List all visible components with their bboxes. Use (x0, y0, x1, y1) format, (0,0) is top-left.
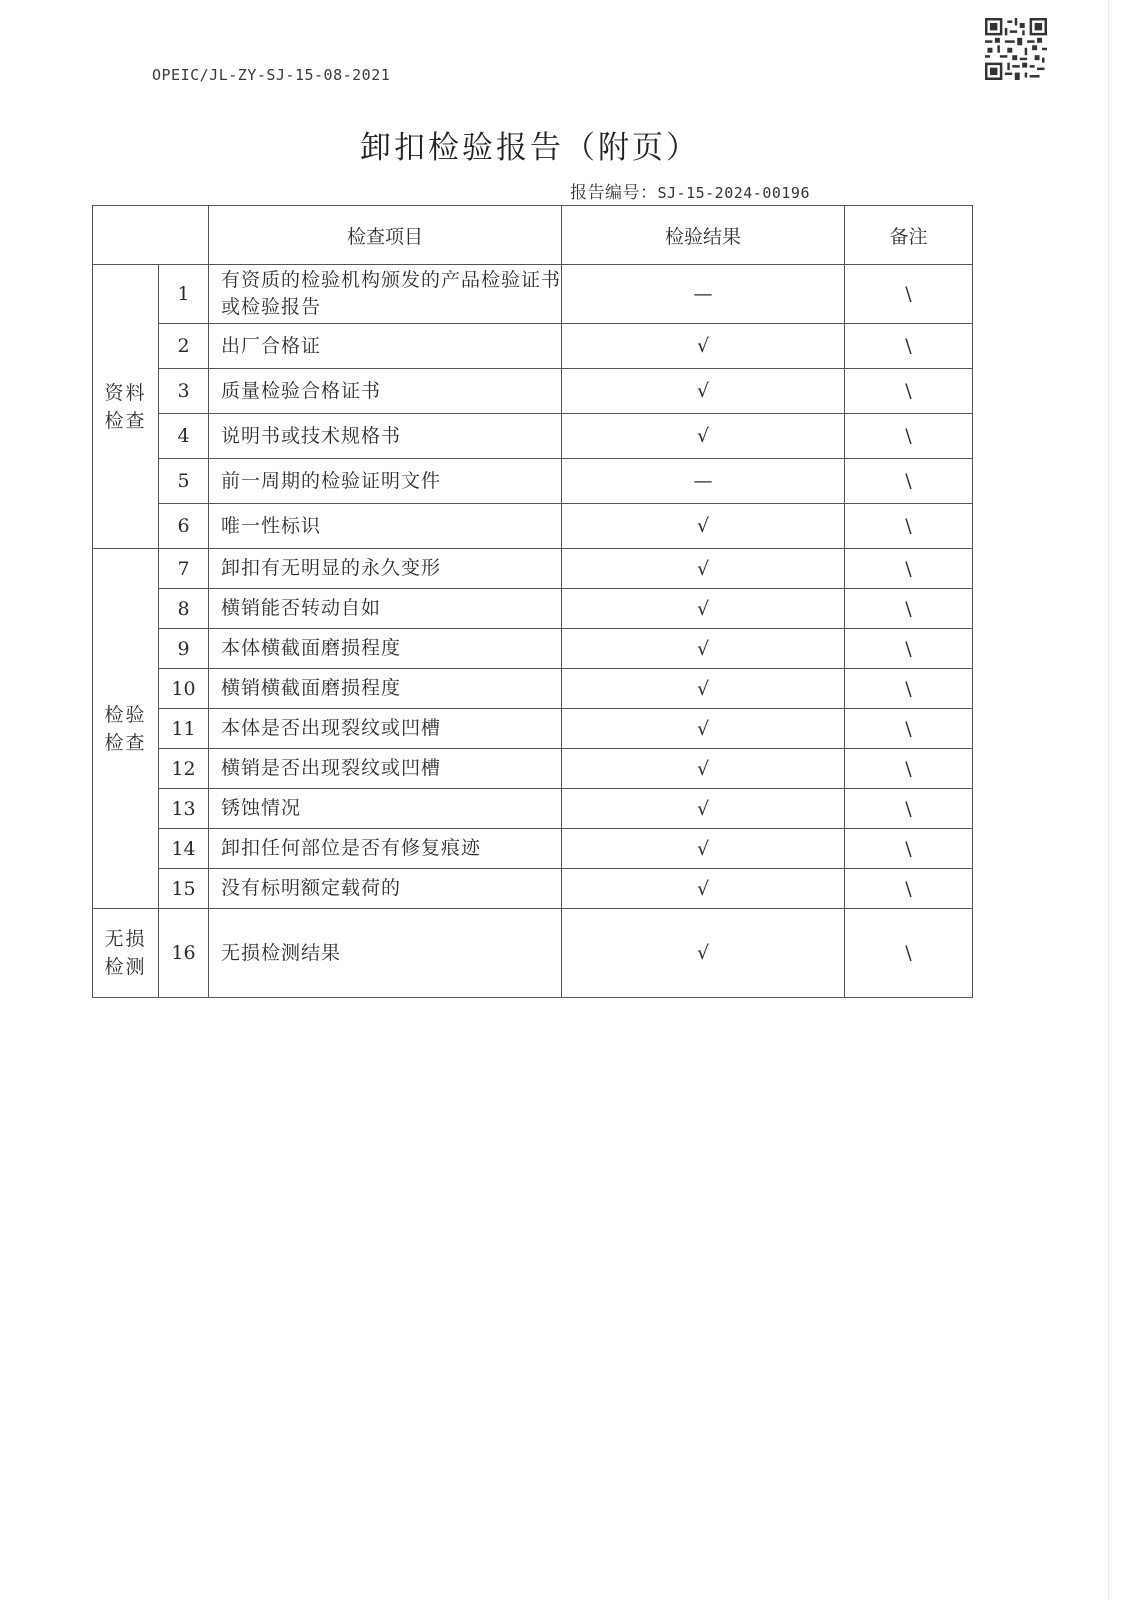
row-number: 8 (159, 589, 209, 629)
table-row (93, 265, 973, 324)
check-note: \ (845, 459, 973, 504)
row-number: 16 (159, 909, 209, 998)
table-row (93, 869, 973, 909)
check-result: √ (562, 629, 845, 669)
table-row (93, 549, 973, 589)
check-note: \ (845, 829, 973, 869)
check-note: \ (845, 414, 973, 459)
table-row (93, 414, 973, 459)
page-title: 卸扣检验报告（附页） (360, 130, 700, 166)
header-note: 备注 (845, 206, 973, 265)
row-number: 12 (159, 749, 209, 789)
row-number: 4 (159, 414, 209, 459)
check-note: \ (845, 504, 973, 549)
check-result: √ (562, 669, 845, 709)
check-item: 质量检验合格证书 (209, 369, 562, 414)
table-row (93, 459, 973, 504)
check-item: 有资质的检验机构颁发的产品检验证书或检验报告 (209, 265, 562, 324)
check-note: \ (845, 589, 973, 629)
row-number: 1 (159, 265, 209, 324)
check-item: 没有标明额定载荷的 (209, 869, 562, 909)
row-number: 3 (159, 369, 209, 414)
check-item: 卸扣任何部位是否有修复痕迹 (209, 829, 562, 869)
group-label-inspection: 检验检查 (93, 549, 159, 909)
row-number: 11 (159, 709, 209, 749)
check-item: 说明书或技术规格书 (209, 414, 562, 459)
row-number: 13 (159, 789, 209, 829)
check-item: 无损检测结果 (209, 909, 562, 998)
row-number: 15 (159, 869, 209, 909)
check-result: √ (562, 369, 845, 414)
table-row (93, 909, 973, 998)
check-result: √ (562, 749, 845, 789)
check-note: \ (845, 549, 973, 589)
check-result: √ (562, 324, 845, 369)
check-item: 本体是否出现裂纹或凹槽 (209, 709, 562, 749)
report-number-label: 报告编号： (570, 183, 658, 203)
row-number: 2 (159, 324, 209, 369)
check-item: 横销横截面磨损程度 (209, 669, 562, 709)
row-number: 14 (159, 829, 209, 869)
check-note: \ (845, 909, 973, 998)
check-item: 唯一性标识 (209, 504, 562, 549)
row-number: 5 (159, 459, 209, 504)
row-number: 7 (159, 549, 209, 589)
table-row (93, 669, 973, 709)
qr-code-icon (985, 18, 1047, 80)
check-result: — (562, 265, 845, 324)
report-number-value: SJ-15-2024-00196 (657, 184, 810, 202)
check-result: √ (562, 589, 845, 629)
row-number: 9 (159, 629, 209, 669)
table-row (93, 369, 973, 414)
group-label-documents: 资料检查 (93, 265, 159, 549)
table-row (93, 789, 973, 829)
check-result: √ (562, 709, 845, 749)
check-note: \ (845, 669, 973, 709)
check-result: √ (562, 549, 845, 589)
check-result: √ (562, 414, 845, 459)
table-row (93, 504, 973, 549)
document-code: OPEIC/JL-ZY-SJ-15-08-2021 (152, 66, 391, 84)
row-number: 10 (159, 669, 209, 709)
check-note: \ (845, 265, 973, 324)
check-note: \ (845, 749, 973, 789)
check-note: \ (845, 869, 973, 909)
check-item: 横销能否转动自如 (209, 589, 562, 629)
table-row (93, 324, 973, 369)
check-item: 出厂合格证 (209, 324, 562, 369)
header-blank-cell (93, 206, 209, 265)
check-result: √ (562, 789, 845, 829)
header-check-item: 检查项目 (209, 206, 562, 265)
inspection-table (92, 205, 973, 998)
check-item: 横销是否出现裂纹或凹槽 (209, 749, 562, 789)
check-result: √ (562, 504, 845, 549)
table-row (93, 589, 973, 629)
report-number (570, 178, 810, 203)
check-result: — (562, 459, 845, 504)
table-row (93, 629, 973, 669)
check-item: 锈蚀情况 (209, 789, 562, 829)
check-result: √ (562, 869, 845, 909)
check-note: \ (845, 369, 973, 414)
check-note: \ (845, 709, 973, 749)
check-note: \ (845, 324, 973, 369)
check-result: √ (562, 829, 845, 869)
check-item: 卸扣有无明显的永久变形 (209, 549, 562, 589)
check-item: 本体横截面磨损程度 (209, 629, 562, 669)
page-edge-line (1108, 0, 1109, 1600)
check-item: 前一周期的检验证明文件 (209, 459, 562, 504)
table-row (93, 749, 973, 789)
table-row (93, 709, 973, 749)
check-note: \ (845, 629, 973, 669)
row-number: 6 (159, 504, 209, 549)
check-note: \ (845, 789, 973, 829)
table-row (93, 829, 973, 869)
header-result: 检验结果 (562, 206, 845, 265)
group-label-ndt: 无损检测 (93, 909, 159, 998)
check-result: √ (562, 909, 845, 998)
